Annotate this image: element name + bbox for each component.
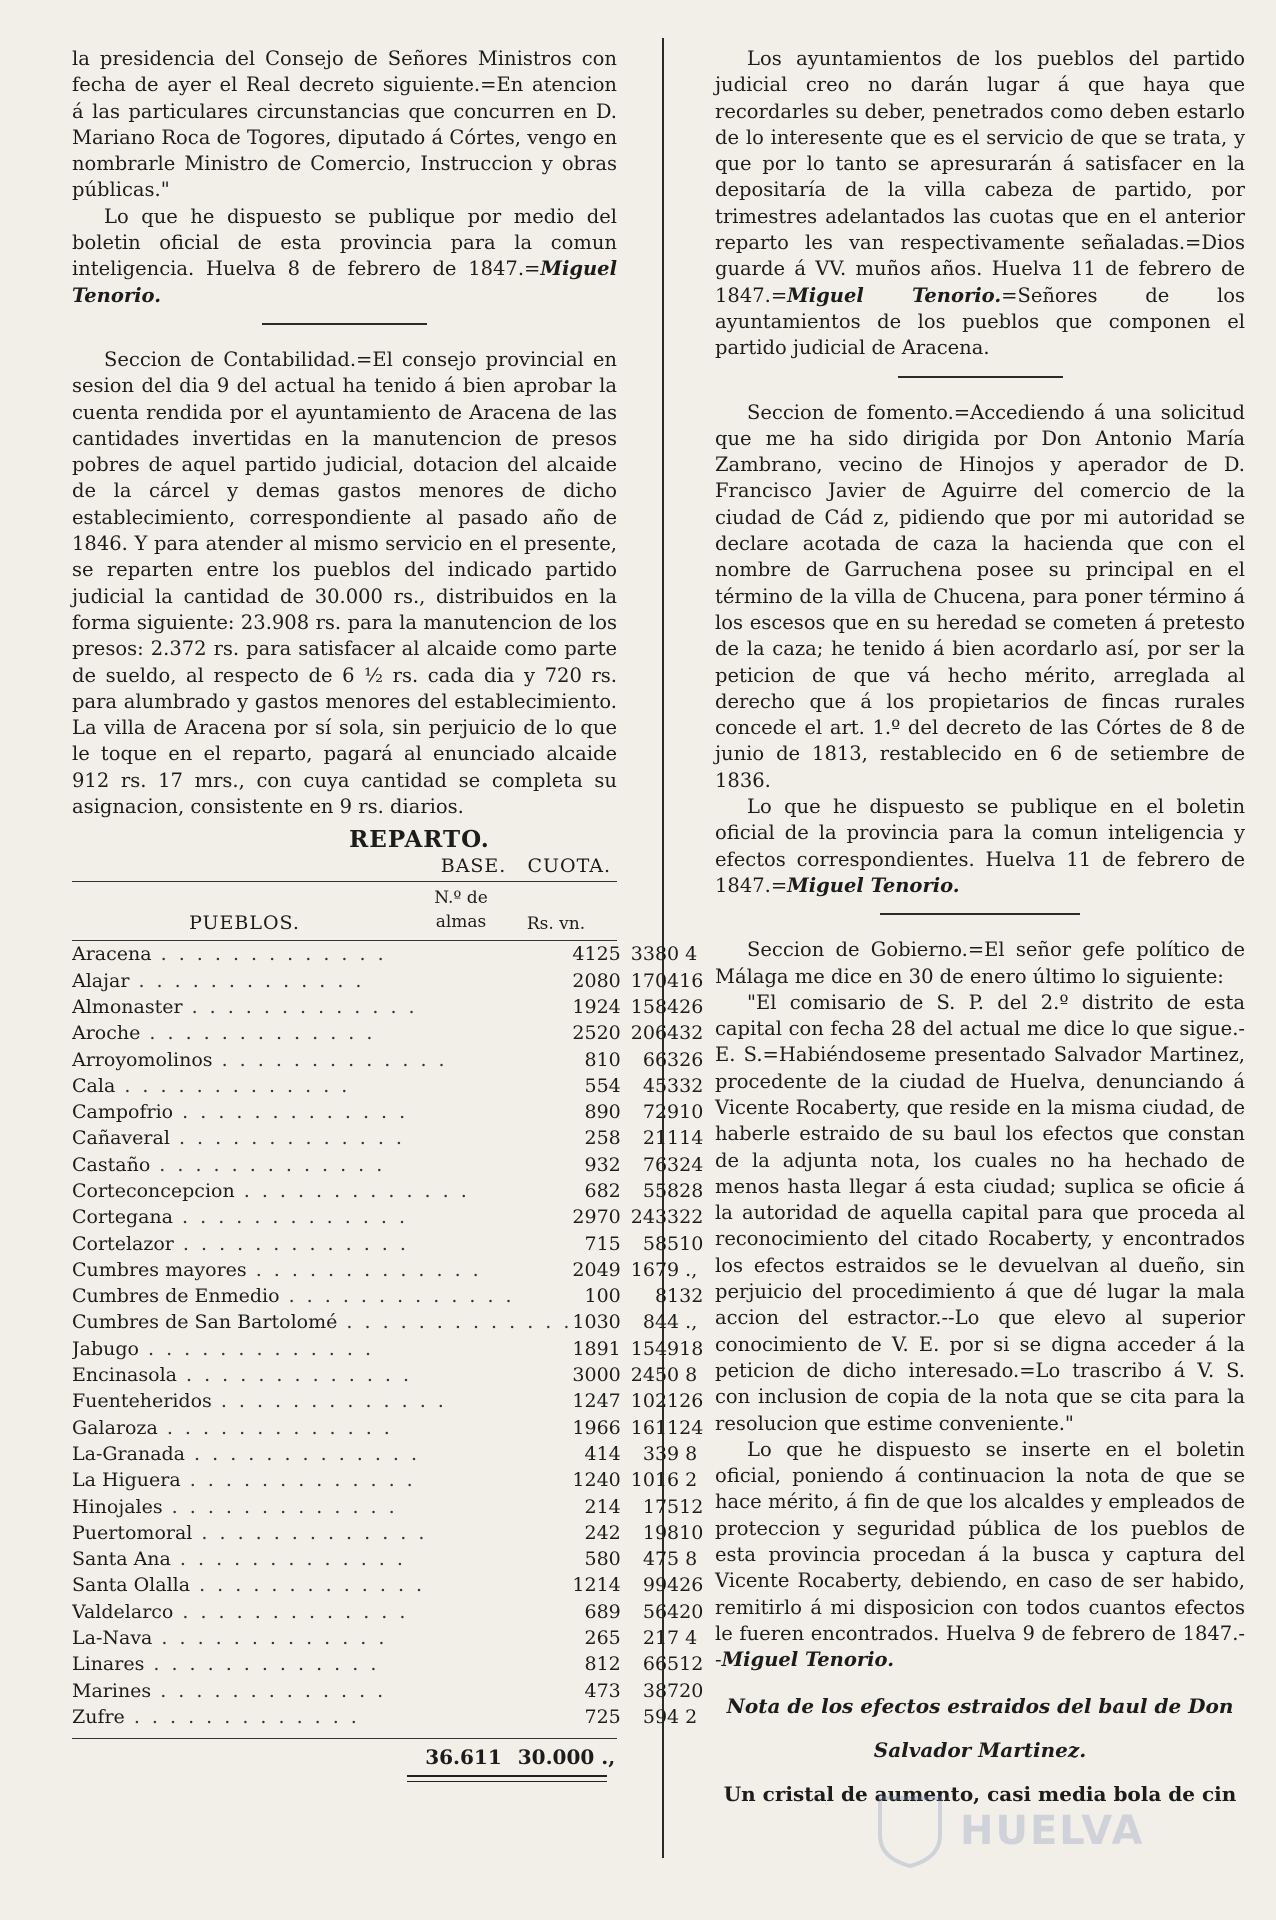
pueblo-cell xyxy=(72,1231,572,1257)
table-row xyxy=(72,1441,703,1467)
table-row xyxy=(72,1625,703,1651)
mrs-cell: ., xyxy=(685,1258,698,1281)
pueblo-cell xyxy=(72,1494,572,1520)
decree-paragraph: la presidencia del Consejo de Señores Ministros con fecha de ayer el Real decreto siguiente.=En atencion á las particulares circunstancias que concurren en D. Mariano Roca de Togores, diputado á Córtes, vengo en nombrarle Ministro de Comercio, Instruccion y obras públicas." xyxy=(72,47,617,202)
closing-line: Un cristal de aumento, casi media bola de cin xyxy=(723,1781,1237,1806)
fomento-publication xyxy=(715,794,1245,899)
pueblo-cell xyxy=(72,1651,572,1677)
total-spacer xyxy=(72,1745,414,1769)
pueblo-cell xyxy=(72,1073,572,1099)
pueblo-cell xyxy=(72,1388,572,1414)
watermark-text: HUELVA xyxy=(960,1808,1145,1854)
pueblo-name: Galaroza xyxy=(72,1416,158,1439)
huelva-watermark xyxy=(870,1790,1200,1870)
table-row xyxy=(72,1362,703,1388)
pueblo-name: Hinojales xyxy=(72,1495,163,1518)
rs-cell: 2064 xyxy=(630,1022,680,1045)
table-row xyxy=(72,1283,703,1309)
pueblo-cell xyxy=(72,1152,572,1178)
nota-title: Nota de los efectos estraidos del baul de Don Salvador Martinez. xyxy=(726,1693,1234,1762)
pueblo-name: La-Granada xyxy=(72,1442,186,1465)
table-row xyxy=(72,1415,703,1441)
mrs-cell: 8 xyxy=(685,1442,698,1465)
almas-cell: 214 xyxy=(584,1495,621,1518)
table-row xyxy=(72,1125,703,1151)
pueblo-name: Santa Olalla xyxy=(72,1574,191,1597)
almas-cell: 890 xyxy=(584,1101,621,1124)
mrs-cell: 10 xyxy=(679,1521,704,1544)
pueblo-name: Fuenteheridos xyxy=(72,1390,212,1413)
signature: Miguel Tenorio. xyxy=(787,283,1002,307)
table-row xyxy=(72,1047,703,1073)
pueblo-cell xyxy=(72,1178,572,1204)
almas-cell: 1030 xyxy=(572,1311,621,1334)
pueblo-name: Marines xyxy=(72,1679,152,1702)
pueblo-cell xyxy=(72,1309,572,1335)
rs-cell: 1679 xyxy=(630,1258,680,1281)
pueblo-cell xyxy=(72,1415,572,1441)
almas-cell: 2080 xyxy=(572,969,621,992)
table-row xyxy=(72,1099,703,1125)
table-row xyxy=(72,1651,703,1677)
mrs-cell: 26 xyxy=(679,995,704,1018)
almas-cell: 473 xyxy=(584,1679,621,1702)
rs-cell: 475 xyxy=(642,1548,680,1571)
mrs-cell: 8 xyxy=(685,1548,698,1571)
leader-dots: . . . . . . . . . . . . . xyxy=(234,1179,470,1202)
leader-dots: . . . . . . . . . . . . . xyxy=(157,1416,393,1439)
leader-dots: . . . . . . . . . . . . . xyxy=(212,1048,448,1071)
almas-cell: 1247 xyxy=(572,1390,621,1413)
mrs-cell: 18 xyxy=(679,1337,704,1360)
rs-cell: 175 xyxy=(642,1495,680,1518)
signature: Miguel Tenorio. xyxy=(787,873,960,897)
pueblo-name: Cortegana xyxy=(72,1206,173,1229)
leader-dots: . . . . . . . . . . . . . xyxy=(173,1232,409,1255)
mrs-cell: 32 xyxy=(679,1022,704,1045)
total-double-rule xyxy=(407,1775,607,1782)
leader-dots: . . . . . . . . . . . . . xyxy=(124,1705,360,1728)
rs-cell: 1016 xyxy=(630,1469,680,1492)
ayuntamientos-tail: =Señores de los ayuntamientos de los pueblos que componen el partido judicial de Aracena. xyxy=(715,283,1246,360)
rs-cell: 339 xyxy=(642,1442,680,1465)
table-title: REPARTO. xyxy=(349,826,490,854)
mrs-cell: 16 xyxy=(679,969,704,992)
rs-cell: 729 xyxy=(642,1101,680,1124)
signature: Miguel Tenorio. xyxy=(72,257,617,307)
leader-dots: . . . . . . . . . . . . . xyxy=(129,969,365,992)
table-row xyxy=(72,1520,703,1546)
pueblo-cell xyxy=(72,1099,572,1125)
rs-cell: 585 xyxy=(642,1232,680,1255)
table-row xyxy=(72,1020,703,1046)
almas-cell: 580 xyxy=(584,1548,621,1571)
leader-dots: . . . . . . . . . . . . . xyxy=(211,1390,447,1413)
table-row xyxy=(72,1572,703,1598)
mrs-cell: 4 xyxy=(685,943,698,966)
leader-dots: . . . . . . . . . . . . . xyxy=(152,1627,388,1650)
leader-dots: . . . . . . . . . . . . . xyxy=(150,1153,386,1176)
section-divider xyxy=(898,376,1063,378)
rs-cell: 1021 xyxy=(630,1390,680,1413)
ayuntamientos-text: Los ayuntamientos de los pueblos del partido judicial creo no darán lugar á que haya que recordarles su deber, penetrados como deben estarlo de lo interesente que es el servicio de que se trata, y que por lo tanto se apresurarán á satisfacer en la depositaría de la villa cabeza de partido, por trimestres adelantados las cuotas que en el anterior reparto les van respectivamente señaladas.=Dios guarde á VV. muños años. Huelva 11 de febrero de 1847.= xyxy=(715,47,1245,307)
left-column xyxy=(72,46,704,1782)
table-super-header xyxy=(72,855,611,877)
table-row xyxy=(72,1546,703,1572)
almas-cell: 258 xyxy=(584,1127,621,1150)
pueblo-name: Zufre xyxy=(72,1705,125,1728)
mrs-cell: ., xyxy=(685,1311,698,1334)
almas-cell: 554 xyxy=(584,1074,621,1097)
gobierno-publication-text: Lo que he dispuesto se inserte en el boletin oficial, poniendo á continuacion la nota de que se hace mérito, á fin de que los alcaldes y empleados de proteccion y seguridad pública de los pueblos de esta provincia procedan á la busca y captura del Vicente Rocaberty, debiendo, en caso de ser habido, remitirlo á mi disposicion con todos cuantos efectos le fueren encontrados. Huelva 9 de febrero de 1847.-- xyxy=(715,1437,1245,1672)
mrs-cell: 22 xyxy=(679,1206,704,1229)
table-row xyxy=(72,1178,703,1204)
mrs-cell: 26 xyxy=(679,1048,704,1071)
mrs-cell: 14 xyxy=(679,1127,704,1150)
section-divider xyxy=(880,913,1080,915)
col-header-pueblos: PUEBLOS. xyxy=(189,912,300,935)
rs-cell: 994 xyxy=(642,1574,680,1597)
rs-cell: 387 xyxy=(642,1679,680,1702)
mrs-cell: 24 xyxy=(679,1153,704,1176)
pueblo-name: Cumbres de San Bartolomé xyxy=(72,1311,338,1334)
leader-dots: . . . . . . . . . . . . . xyxy=(182,995,418,1018)
leader-dots: . . . . . . . . . . . . . xyxy=(169,1127,405,1150)
ayuntamientos-paragraph xyxy=(715,46,1245,362)
total-cuota: 30.000 ., xyxy=(517,1745,616,1770)
contabilidad-paragraph: Seccion de Contabilidad.=El consejo provincial en sesion del dia 9 del actual ha tenido á bien aprobar la cuenta rendida por el ayuntamiento de Aracena de las cantidades invertidas en la manutencion de presos pobres de aquel partido judicial, dotacion del alcaide de la cárcel y demas gastos menores de dicho establecimiento, correspondiente al pasado año de 1846. Y para atender al mismo servicio en el presente, se reparten entre los pueblos del indicado partido judicial la cantidad de 30.000 rs., distribuidos en la forma siguiente: 23.908 rs. para la manutencion de los presos: 2.372 rs. para satisfacer al alcaide como parte de sueldo, al respecto de 6 ½ rs. cada dia y 720 rs. para alumbrado y gastos menores del establecimiento. La villa de Aracena por sí sola, sin perjuicio de lo que le toque en el reparto, pagará al enunciado alcaide 912 rs. 17 mrs., con cuya cantidad se completa su asignacion, consistente en 9 rs. diarios. xyxy=(72,347,617,819)
total-almas: 36.611 xyxy=(425,1745,502,1770)
pueblo-cell xyxy=(72,1599,572,1625)
pueblo-name: Corteconcepcion xyxy=(72,1179,235,1202)
almas-cell: 265 xyxy=(584,1627,621,1650)
almas-cell: 725 xyxy=(584,1705,621,1728)
rs-cell: 211 xyxy=(642,1127,680,1150)
pueblo-name: Arroyomolinos xyxy=(72,1048,213,1071)
mrs-cell: 2 xyxy=(685,1705,698,1728)
pueblo-cell xyxy=(72,1283,572,1309)
leader-dots: . . . . . . . . . . . . . xyxy=(115,1074,351,1097)
shield-icon xyxy=(870,1790,950,1870)
leader-dots: . . . . . . . . . . . . . xyxy=(170,1548,406,1571)
pueblo-cell xyxy=(72,1125,572,1151)
signature: Miguel Tenorio. xyxy=(721,1648,894,1672)
almas-cell: 242 xyxy=(584,1521,621,1544)
almas-cell: 2970 xyxy=(572,1206,621,1229)
leader-dots: . . . . . . . . . . . . . xyxy=(176,1364,413,1387)
rs-cell: 594 xyxy=(642,1705,680,1728)
leader-dots: . . . . . . . . . . . . . xyxy=(173,1206,409,1229)
mrs-cell: 20 xyxy=(679,1600,704,1623)
leader-dots: . . . . . . . . . . . . . xyxy=(144,1653,380,1676)
rs-cell: 1611 xyxy=(630,1416,680,1439)
rs-cell: 2450 xyxy=(630,1364,680,1387)
leader-dots: . . . . . . . . . . . . . xyxy=(192,1521,428,1544)
almas-cell: 1214 xyxy=(572,1574,621,1597)
rs-cell: 1584 xyxy=(630,995,680,1018)
rs-cell: 2433 xyxy=(630,1206,680,1229)
pueblo-name: Campofrio xyxy=(72,1101,174,1124)
rs-cell: 3380 xyxy=(630,943,680,966)
pueblo-cell xyxy=(72,1520,572,1546)
leader-dots: . . . . . . . . . . . . . xyxy=(279,1285,515,1308)
mrs-cell: 12 xyxy=(679,1653,704,1676)
pueblo-cell xyxy=(72,1362,572,1388)
table-row xyxy=(72,1073,703,1099)
leader-dots: . . . . . . . . . . . . . xyxy=(173,1600,409,1623)
leader-dots: . . . . . . . . . . . . . xyxy=(185,1442,421,1465)
almas-cell: 414 xyxy=(584,1442,621,1465)
pueblo-cell xyxy=(72,1572,572,1598)
mrs-cell: 10 xyxy=(679,1101,704,1124)
rs-cell: 763 xyxy=(642,1153,680,1176)
pueblo-name: Valdelarco xyxy=(72,1600,174,1623)
table-row xyxy=(72,1494,703,1520)
pueblo-cell xyxy=(72,1336,572,1362)
rs-cell: 217 xyxy=(642,1627,680,1650)
table-row xyxy=(72,994,703,1020)
table-row xyxy=(72,941,703,967)
table-row xyxy=(72,1678,703,1704)
table-row xyxy=(72,1388,703,1414)
pueblo-cell xyxy=(72,1625,572,1651)
table-row xyxy=(72,1336,703,1362)
rs-cell: 663 xyxy=(642,1048,680,1071)
total-row xyxy=(72,1738,617,1769)
leader-dots: . . . . . . . . . . . . . xyxy=(180,1469,416,1492)
rs-cell: 81 xyxy=(654,1285,680,1308)
pueblo-cell xyxy=(72,1020,572,1046)
almas-cell: 1240 xyxy=(572,1469,621,1492)
publication-paragraph xyxy=(72,204,617,309)
pueblo-cell xyxy=(72,968,572,994)
pueblo-name: Cumbres mayores xyxy=(72,1258,247,1281)
almas-cell: 100 xyxy=(584,1285,621,1308)
pueblo-cell xyxy=(72,1047,572,1073)
base-label: BASE. xyxy=(440,855,507,878)
mrs-cell: 24 xyxy=(679,1416,704,1439)
reparto-table xyxy=(72,941,703,1730)
gobierno-publication xyxy=(715,1437,1245,1674)
publication-text: Lo que he dispuesto se publique por medio del boletin oficial de esta provincia para la comun inteligencia. Huelva 8 de febrero de 1847.= xyxy=(72,204,617,281)
pueblo-cell xyxy=(72,941,572,967)
leader-dots: . . . . . . . . . . . . . xyxy=(162,1495,398,1518)
rs-cell: 453 xyxy=(642,1074,680,1097)
pueblo-cell xyxy=(72,1546,572,1572)
rs-cell: 665 xyxy=(642,1653,680,1676)
rs-cell: 198 xyxy=(642,1521,680,1544)
pueblo-cell xyxy=(72,1257,572,1283)
almas-cell: 682 xyxy=(584,1179,621,1202)
mrs-cell: 12 xyxy=(679,1495,704,1518)
pueblo-name: Alajar xyxy=(72,969,130,992)
table-row xyxy=(72,1704,703,1730)
col-header-almas: N.º de almas xyxy=(434,888,488,933)
pueblo-name: Santa Ana xyxy=(72,1548,171,1571)
almas-cell: 2520 xyxy=(572,1022,621,1045)
almas-cell: 715 xyxy=(584,1232,621,1255)
mrs-cell: 8 xyxy=(685,1364,698,1387)
almas-cell: 4125 xyxy=(572,943,621,966)
mrs-cell: 26 xyxy=(679,1390,704,1413)
leader-dots: . . . . . . . . . . . . . xyxy=(151,1679,387,1702)
table-row xyxy=(72,1309,703,1335)
table-row xyxy=(72,1467,703,1493)
fomento-publication-text: Lo que he dispuesto se publique en el boletin oficial de la provincia para la comun inteligencia y efectos correspondientes. Huelva 11 de febrero de 1847.= xyxy=(715,795,1245,897)
mrs-cell: 32 xyxy=(679,1074,704,1097)
right-column xyxy=(715,46,1245,1806)
almas-cell: 1924 xyxy=(572,995,621,1018)
table-row xyxy=(72,1204,703,1230)
leader-dots: . . . . . . . . . . . . . xyxy=(173,1101,409,1124)
pueblo-name: Linares xyxy=(72,1653,145,1676)
pueblo-name: Jabugo xyxy=(72,1337,139,1360)
table-row xyxy=(72,1599,703,1625)
pueblo-name: Cortelazor xyxy=(72,1232,174,1255)
rs-cell: 564 xyxy=(642,1600,680,1623)
col-header-rs: Rs. vn. xyxy=(526,914,586,935)
comisario-quote: "El comisario de S. P. del 2.º distrito de esta capital con fecha 28 del actual me dice lo que sigue.-E. S.=Habiéndoseme presentado Salvador Martinez, procedente de la ciudad de Huelva, denunciando á Vicente Rocaberty, que reside en la misma ciudad, de haberle estraido de su baul los efectos que constan de la adjunta nota, los cuales no ha hechado de menos hasta llegar á esta ciudad; suplica se oficie á la autoridad de aquella capital para que proceda al reconocimiento del citado Rocaberty, y encontrados los efectos estraidos se le devuelvan al dueño, sin perjuicio del procedimiento á que dé lugar la mala accion del estractor.--Lo que elevo al superior conocimiento de V. E. por si se digna acceder á la peticion de dicho interesado.=Lo trascribo á V. S. con inclusion de copia de la nota que se cita para la resolucion que estime conveniente." xyxy=(715,990,1245,1435)
leader-dots: . . . . . . . . . . . . . xyxy=(140,1022,376,1045)
mrs-cell: 4 xyxy=(685,1627,698,1650)
pueblo-name: Aroche xyxy=(72,1022,141,1045)
pueblo-name: Aracena xyxy=(72,943,152,966)
leader-dots: . . . . . . . . . . . . . xyxy=(190,1574,426,1597)
pueblo-cell xyxy=(72,1441,572,1467)
leader-dots: . . . . . . . . . . . . . xyxy=(246,1258,482,1281)
reparto-table-body xyxy=(72,941,703,1730)
pueblo-name: Cañaveral xyxy=(72,1127,170,1150)
pueblo-name: Puertomoral xyxy=(72,1521,193,1544)
cuota-label: CUOTA. xyxy=(527,855,611,878)
leader-dots: . . . . . . . . . . . . . xyxy=(151,943,387,966)
mrs-cell: 2 xyxy=(685,1469,698,1492)
pueblo-cell xyxy=(72,1204,572,1230)
almas-cell: 689 xyxy=(584,1600,621,1623)
table-row xyxy=(72,1257,703,1283)
table-header xyxy=(72,881,617,941)
almas-cell: 2049 xyxy=(572,1258,621,1281)
table-row xyxy=(72,1152,703,1178)
pueblo-name: Almonaster xyxy=(72,995,183,1018)
pueblo-name: Castaño xyxy=(72,1153,151,1176)
almas-cell: 1891 xyxy=(572,1337,621,1360)
fomento-paragraph: Seccion de fomento.=Accediendo á una solicitud que me ha sido dirigida por Don Antonio María Zambrano, vecino de Hinojos y aperador de D. Francisco Javier de Aguirre del comercio de la ciudad de Cád z, pidiendo que por mi autoridad se declare acotada de caza la hacienda que con el nombre de Garruchena posee su principal en el término de la villa de Chucena, para poner término á los escesos que en su heredad se cometen á pretesto de la caza; he tenido á bien acordarlo así, por ser la peticion de que vá hecho mérito, arreglada al derecho que á los propietarios de fincas rurales concede el art. 1.º del decreto de las Córtes de 8 de junio de 1813, restablecido en 6 de setiembre de 1836. xyxy=(715,400,1245,792)
rs-cell: 558 xyxy=(642,1179,680,1202)
mrs-cell: 20 xyxy=(679,1679,704,1702)
almas-cell: 810 xyxy=(584,1048,621,1071)
pueblo-cell xyxy=(72,1678,572,1704)
mrs-cell: 26 xyxy=(679,1574,704,1597)
section-divider xyxy=(262,323,427,325)
leader-dots: . . . . . . . . . . . . . xyxy=(138,1337,374,1360)
almas-cell: 812 xyxy=(584,1653,621,1676)
pueblo-cell xyxy=(72,1467,572,1493)
pueblo-name: Encinasola xyxy=(72,1364,177,1387)
table-row xyxy=(72,1231,703,1257)
gobierno-paragraph: Seccion de Gobierno.=El señor gefe político de Málaga me dice en 30 de enero último lo siguiente: xyxy=(715,938,1245,988)
almas-cell: 1966 xyxy=(572,1416,621,1439)
pueblo-name: Cala xyxy=(72,1074,116,1097)
table-row xyxy=(72,968,703,994)
rs-cell: 1704 xyxy=(630,969,680,992)
almas-cell: 932 xyxy=(584,1153,621,1176)
mrs-cell: 10 xyxy=(679,1232,704,1255)
rs-cell: 1549 xyxy=(630,1337,680,1360)
rs-cell: 844 xyxy=(642,1311,680,1334)
leader-dots: . . . . . . . . . . . . . xyxy=(337,1311,573,1334)
almas-cell: 3000 xyxy=(572,1364,621,1387)
pueblo-cell xyxy=(72,994,572,1020)
pueblo-cell xyxy=(72,1704,572,1730)
pueblo-name: Cumbres de Enmedio xyxy=(72,1285,280,1308)
pueblo-name: La-Nava xyxy=(72,1627,153,1650)
pueblo-name: La Higuera xyxy=(72,1469,181,1492)
mrs-cell: 28 xyxy=(679,1179,704,1202)
mrs-cell: 32 xyxy=(679,1285,704,1308)
